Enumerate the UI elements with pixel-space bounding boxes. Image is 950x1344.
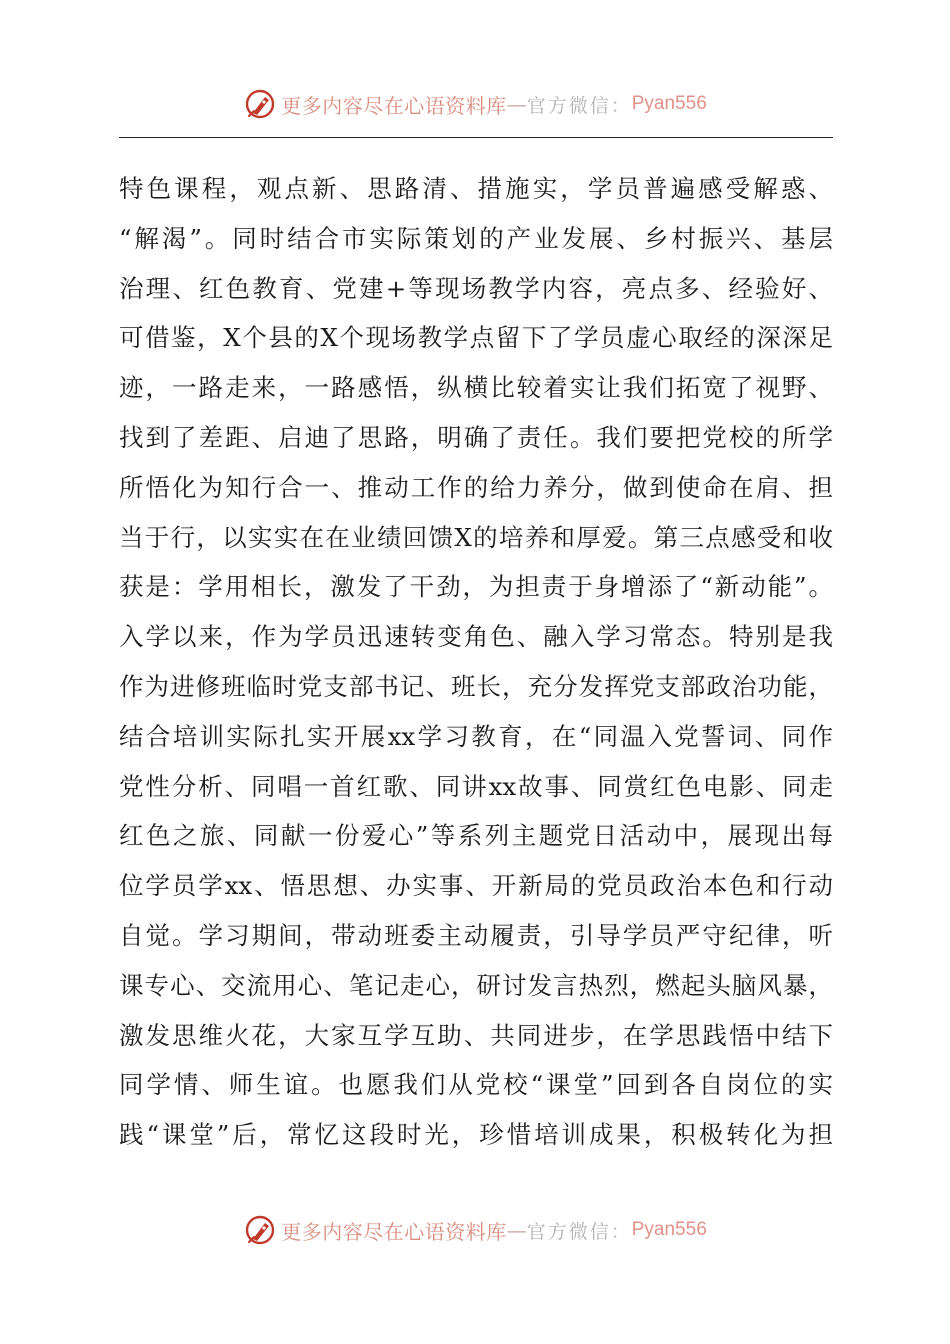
text-line: 课专心、交流用心、笔记走心，研讨发言热烈，燃起头脑风暴， — [119, 970, 833, 1000]
text-line: 特色课程，观点新、思路清、措施实，学员普遍感受解惑、 — [119, 174, 833, 203]
text-line: 同学情、师生谊。也愿我们从党校“课堂”回到各自岗位的实 — [119, 1070, 833, 1100]
document-body — [119, 164, 833, 1160]
text-line: 自觉。学习期间，带动班委主动履责，引导学员严守纪律，听 — [119, 920, 833, 950]
text-line: 红色之旅、同献一份爱心”等系列主题党日活动中，展现出每 — [119, 821, 833, 851]
text-line: 治理、红色教育、党建+等现场教学内容，亮点多、经验好、 — [119, 273, 833, 303]
official-wechat-label: 官方微信： — [526, 1220, 632, 1243]
text-line: 党性分析、同唱一首红歌、同讲xx故事、同赏红色电影、同走 — [119, 771, 833, 801]
text-line: 激发思维火花，大家互学互助、共同进步，在学思践悟中结下 — [119, 1020, 833, 1050]
text-line: 找到了差距、启迪了思路，明确了责任。我们要把党校的所学 — [119, 422, 833, 452]
library-title: 更多内容尽在心语资料库 — [281, 93, 507, 118]
banner-dash: — — [506, 92, 527, 116]
text-line: 当于行，以实实在在业绩回馈X的培养和厚爱。第三点感受和收 — [119, 522, 833, 552]
text-line: 作为进修班临时党支部书记、班长，充分发挥党支部政治功能， — [119, 671, 833, 701]
text-line: 迹，一路走来，一路感悟，纵横比较着实让我们拓宽了视野、 — [119, 373, 833, 403]
banner-dash: — — [506, 1218, 527, 1242]
header-divider — [119, 137, 833, 138]
header-banner — [0, 84, 950, 124]
pen-nib-circle-icon — [243, 1213, 277, 1247]
wechat-id: Pyan556 — [631, 1219, 707, 1240]
text-line: 所悟化为知行合一、推动工作的给力养分，做到使命在肩、担 — [119, 472, 833, 502]
official-wechat-label: 官方微信： — [526, 94, 632, 117]
library-title: 更多内容尽在心语资料库 — [281, 1219, 507, 1244]
text-line: 获是：学用相长，激发了干劲，为担责于身增添了“新动能”。 — [119, 572, 833, 602]
text-line: 可借鉴，X个县的X个现场教学点留下了学员虚心取经的深深足 — [119, 323, 833, 353]
text-line: 位学员学xx、悟思想、办实事、开新局的党员政治本色和行动 — [119, 871, 833, 901]
text-line: 结合培训实际扎实开展xx学习教育，在“同温入党誓词、同作 — [119, 721, 833, 751]
text-line: 践“课堂”后，常忆这段时光，珍惜培训成果，积极转化为担 — [119, 1120, 833, 1150]
footer-banner — [0, 1210, 950, 1250]
pen-nib-circle-icon — [243, 87, 277, 121]
wechat-id: Pyan556 — [631, 93, 707, 114]
text-line: “解渴”。同时结合市实际策划的产业发展、乡村振兴、基层 — [119, 223, 833, 253]
text-line: 入学以来，作为学员迅速转变角色、融入学习常态。特别是我 — [119, 622, 833, 652]
